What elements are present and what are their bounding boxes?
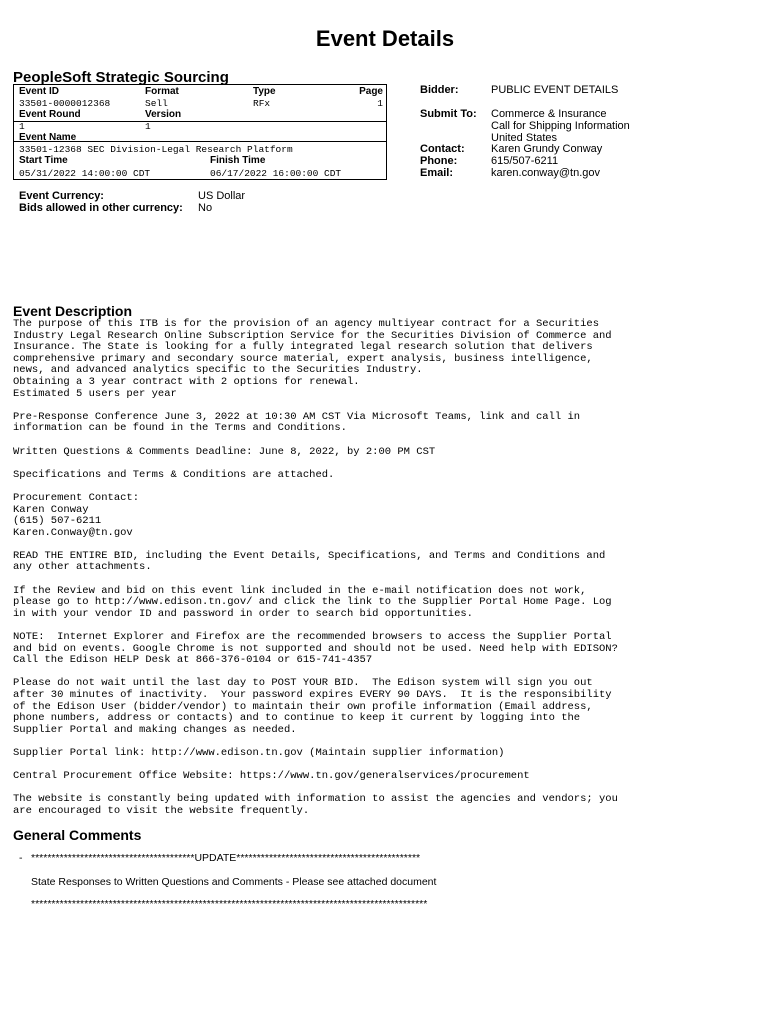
phone-value: 615/507-6211 [491, 155, 559, 167]
start-time-value: 05/31/2022 14:00:00 CDT [19, 168, 151, 179]
address-line: United States [491, 132, 558, 144]
page-subtitle: PeopleSoft Strategic Sourcing [13, 69, 229, 86]
event-description-heading: Event Description [13, 303, 133, 319]
type-value: RFx [253, 98, 271, 109]
comment-separator-line: ************************************************************************************************* [31, 898, 428, 910]
email-label: Email: [420, 167, 454, 179]
version-label: Version [145, 109, 182, 120]
address-line: Commerce & Insurance [491, 108, 607, 120]
submit-to-address [491, 108, 630, 144]
address-line: Call for Shipping Information [491, 120, 630, 132]
format-value: Sell [145, 98, 168, 109]
event-name-label: Event Name [19, 132, 77, 143]
event-currency-label: Event Currency: [19, 190, 104, 202]
phone-label: Phone: [420, 155, 458, 167]
event-round-value: 1 [19, 121, 25, 132]
event-info-box [13, 84, 387, 180]
contact-label: Contact: [420, 143, 465, 155]
event-description-text: The purpose of this ITB is for the provision of an agency multiyear contract for a Securities Industry Legal Research Online Subscription Service for the Securities Division of Commerce and Insurance. The State is looking for a fully integrated legal research solution that delivers comprehensive primary and secondary source material, expert analysis, business intelligence, news, and advanced analytics specific to the Securities Industry. Obtaining a 3 year contract with 2 options for renewal. Estimated 5 users per year Pre-Response Conference June 3, 2022 at 10:30 AM CST Via Microsoft Teams, link and call in information can be found in the Terms and Conditions. Written Questions & Comments Deadline: June 8, 2022, by 2:00 PM CST Specifications and Terms & Conditions are attached. Procurement Contact: Karen Conway (615) 507-6211 Karen.Conway@tn.gov READ THE ENTIRE BID, including the Event Details, Specifications, and Terms and Conditions and any other attachments. If the Review and bid on this event link included in the e-mail notification does not work, please go to http://www.edison.tn.gov/ and click the link to the Supplier Portal Home Page. Log in with your vendor ID and password in order to search bid opportunities. NOTE: Internet Explorer and Firefox are the recommended browsers to access the Supplier Portal and bid on events. Google Chrome is not supported and should not be used. Need help with EDISON? Call the Edison HELP Desk at 866-376-0104 or 615-741-4357 Please do not wait until the last day to POST YOUR BID. The Edison system will sign you out after 30 minutes of inactivity. Your password expires EVERY 90 DAYS. It is the responsibility of the Edison User (bidder/vendor) to maintain their own profile information (Email address, phone numbers, address or contacts) and to continue to keep it current by logging into the Supplier Portal and making changes as needed. Supplier Portal link: http://www.edison.tn.gov (Maintain supplier information) Central Procurement Office Website: https://www.tn.gov/generalservices/procurement The website is constantly being updated with information to assist the agencies and vendors; you are encouraged to visit the website frequently. [13, 318, 618, 817]
email-value: karen.conway@tn.gov [491, 167, 601, 179]
contact-value: Karen Grundy Conway [491, 143, 603, 155]
other-currency-label: Bids allowed in other currency: [19, 202, 183, 214]
comment-bullet: - [19, 852, 23, 864]
finish-time-value: 06/17/2022 16:00:00 CDT [210, 168, 342, 179]
event-id-value: 33501-0000012368 [19, 98, 111, 109]
divider [14, 121, 386, 122]
bidder-value: PUBLIC EVENT DETAILS [491, 84, 619, 96]
bidder-label: Bidder: [420, 84, 459, 96]
page-value: 1 [377, 98, 383, 109]
event-round-label: Event Round [19, 109, 81, 120]
page-label: Page [359, 86, 383, 97]
comment-update-line: ****************************************UPDATE********************************************* [31, 852, 421, 864]
submit-to-label: Submit To: [420, 108, 477, 120]
start-time-label: Start Time [19, 155, 68, 166]
format-label: Format [145, 86, 179, 97]
type-label: Type [253, 86, 276, 97]
event-name-value: 33501-12368 SEC Division-Legal Research Platform [19, 144, 293, 155]
finish-time-label: Finish Time [210, 155, 266, 166]
general-comments-heading: General Comments [13, 827, 142, 843]
comment-text: State Responses to Written Questions and Comments - Please see attached document [31, 876, 437, 888]
other-currency-value: No [198, 202, 213, 214]
version-value: 1 [145, 121, 151, 132]
page-title: Event Details [315, 26, 455, 51]
event-currency-value: US Dollar [198, 190, 246, 202]
event-id-label: Event ID [19, 86, 60, 97]
